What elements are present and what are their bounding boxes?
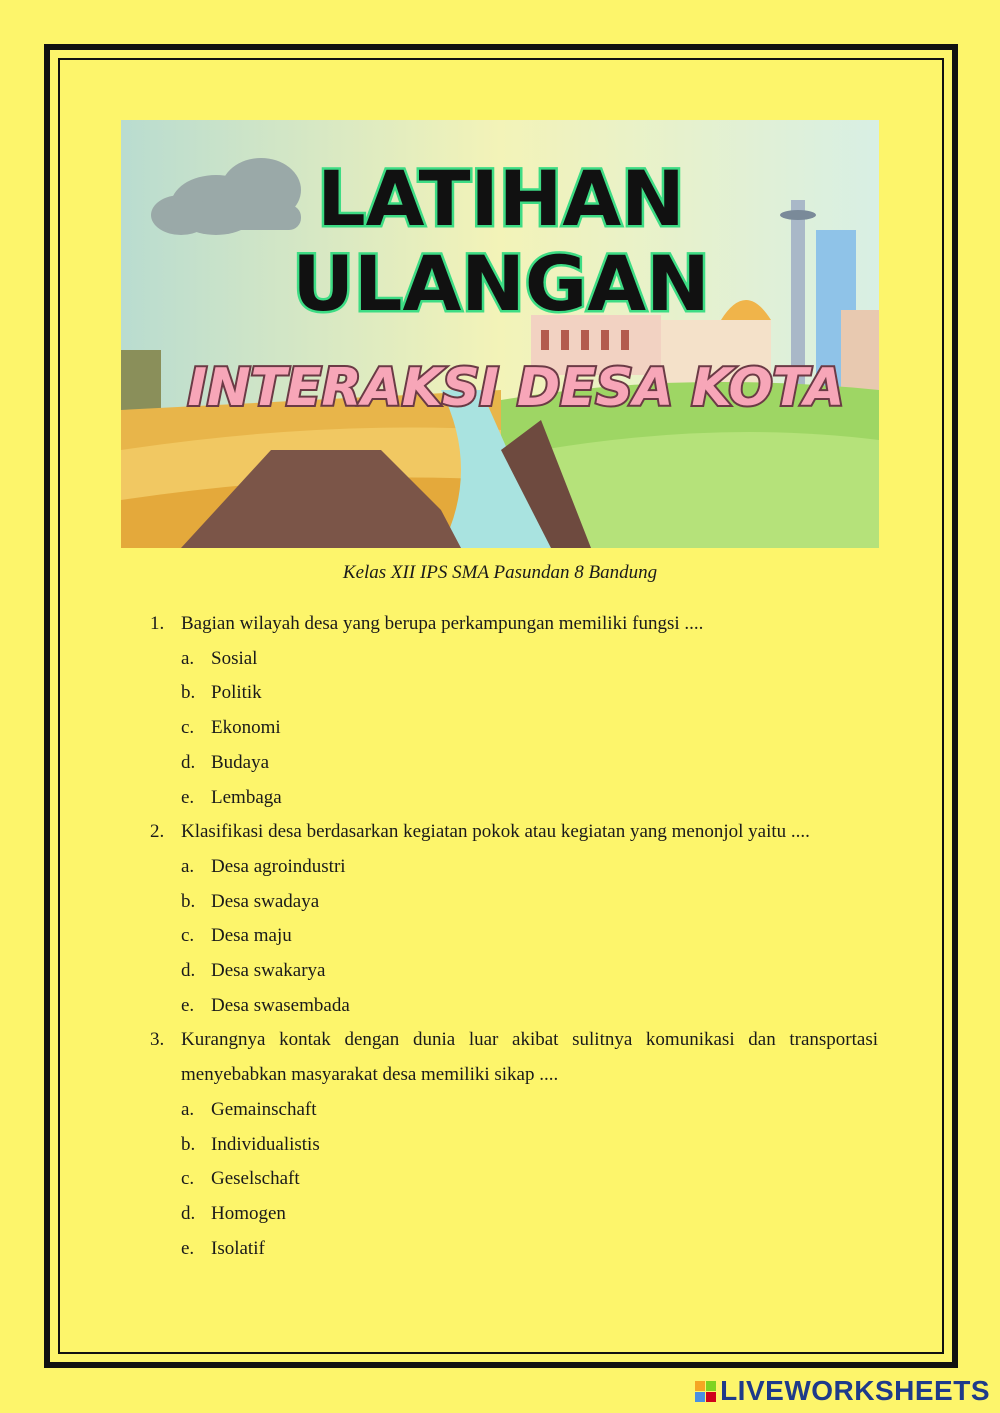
liveworksheets-logo-icon bbox=[695, 1381, 716, 1402]
option-text: Desa swakarya bbox=[211, 960, 326, 982]
option-text: Homogen bbox=[211, 1202, 286, 1224]
option-text: Desa agroindustri bbox=[211, 855, 346, 877]
answer-option[interactable] bbox=[150, 885, 878, 920]
banner-title-line2: ULANGAN bbox=[292, 239, 710, 328]
header-banner bbox=[121, 120, 879, 548]
answer-option[interactable] bbox=[150, 919, 878, 954]
answer-option[interactable] bbox=[150, 954, 878, 989]
answer-option[interactable] bbox=[150, 746, 878, 781]
option-text: Gemainschaft bbox=[211, 1098, 317, 1120]
question-list bbox=[150, 607, 878, 1266]
answer-option[interactable] bbox=[150, 989, 878, 1024]
answer-option[interactable] bbox=[150, 1093, 878, 1128]
answer-option[interactable] bbox=[150, 642, 878, 677]
option-letter: a. bbox=[181, 855, 195, 877]
answer-option[interactable] bbox=[150, 1197, 878, 1232]
question-1 bbox=[150, 607, 878, 642]
option-text: Lembaga bbox=[211, 786, 282, 808]
option-letter: e. bbox=[181, 786, 195, 808]
answer-option[interactable] bbox=[150, 676, 878, 711]
option-letter: b. bbox=[181, 682, 196, 704]
option-letter: a. bbox=[181, 647, 195, 669]
question-text: Kurangnya kontak dengan dunia luar akibat sulitnya komunikasi dan transportasi menyebabkan masyarakat desa memiliki sikap .... bbox=[181, 1029, 878, 1086]
answer-option[interactable] bbox=[150, 781, 878, 816]
banner-subtitle: INTERAKSI DESA KOTA bbox=[187, 358, 845, 418]
answer-option[interactable] bbox=[150, 850, 878, 885]
option-letter: e. bbox=[181, 1237, 195, 1259]
option-letter: c. bbox=[181, 717, 195, 739]
option-letter: e. bbox=[181, 994, 195, 1016]
answer-option[interactable] bbox=[150, 711, 878, 746]
banner-title-line1: LATIHAN bbox=[317, 154, 685, 243]
option-letter: d. bbox=[181, 1202, 196, 1224]
class-subtitle: Kelas XII IPS SMA Pasundan 8 Bandung bbox=[342, 562, 658, 583]
option-text: Budaya bbox=[211, 751, 270, 773]
option-text: Ekonomi bbox=[211, 717, 281, 739]
answer-option[interactable] bbox=[150, 1232, 878, 1267]
option-letter: c. bbox=[181, 925, 195, 947]
question-number: 1. bbox=[150, 613, 165, 634]
option-text: Individualistis bbox=[211, 1133, 320, 1155]
question-text: Klasifikasi desa berdasarkan kegiatan pokok atau kegiatan yang menonjol yaitu .... bbox=[181, 821, 810, 843]
option-letter: d. bbox=[181, 751, 196, 773]
option-text: Desa swasembada bbox=[211, 994, 350, 1016]
question-number: 3. bbox=[150, 1029, 165, 1051]
liveworksheets-watermark bbox=[695, 1375, 990, 1407]
option-text: Politik bbox=[211, 682, 262, 704]
option-letter: b. bbox=[181, 1133, 196, 1155]
question-number: 2. bbox=[150, 821, 165, 843]
question-text: Bagian wilayah desa yang berupa perkampungan memiliki fungsi .... bbox=[181, 613, 704, 634]
option-text: Desa maju bbox=[211, 925, 292, 947]
option-text: Geselschaft bbox=[211, 1168, 300, 1190]
banner-illustration bbox=[121, 120, 879, 548]
option-letter: c. bbox=[181, 1168, 195, 1190]
question-2 bbox=[150, 815, 878, 850]
option-letter: a. bbox=[181, 1098, 195, 1120]
answer-option[interactable] bbox=[150, 1162, 878, 1197]
option-text: Isolatif bbox=[211, 1237, 265, 1259]
option-letter: b. bbox=[181, 890, 196, 912]
option-letter: d. bbox=[181, 960, 196, 982]
answer-option[interactable] bbox=[150, 1128, 878, 1163]
watermark-text: LIVEWORKSHEETS bbox=[720, 1375, 990, 1406]
option-text: Sosial bbox=[211, 647, 258, 669]
question-3 bbox=[150, 1023, 878, 1092]
option-text: Desa swadaya bbox=[211, 890, 320, 912]
